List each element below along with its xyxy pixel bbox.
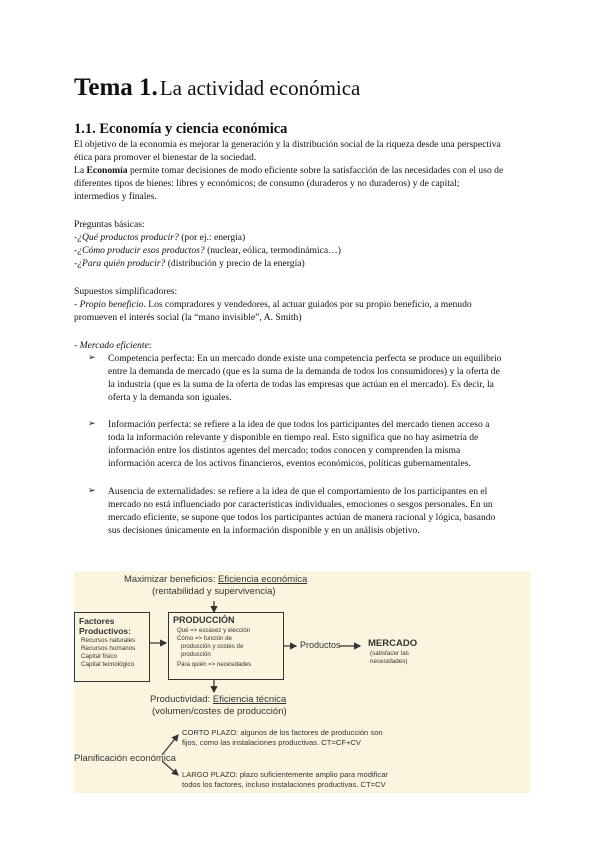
question-text: -¿Para quién producir? (74, 258, 166, 269)
bullet-arrow-icon: ➢ (88, 418, 96, 428)
productivity-label (150, 694, 286, 705)
bullet-arrow-icon: ➢ (88, 485, 96, 495)
factors-box (74, 612, 150, 682)
short-term-text: fijos, como las instalaciones productivas. CT=CF+CV (182, 738, 361, 747)
technical-efficiency: Eficiencia técnica (212, 694, 287, 705)
short-term-text: CORTO PLAZO: algunos de los factores de producción son (182, 728, 383, 737)
assumption-item: promueven el interés social (la “mano invisible”, A. Smith) (74, 312, 302, 323)
economy-diagram (74, 571, 530, 793)
maximize-label (124, 574, 307, 585)
question-item (74, 244, 341, 257)
productivity-text: Productividad: (150, 694, 213, 705)
question-note: (distribución y precio de la energía) (165, 258, 305, 269)
market-colon: : (148, 340, 152, 351)
question-text: -¿Cómo producir esos productos? (74, 245, 205, 256)
assumption-dash: - (74, 299, 80, 310)
factor-item: Capital físico (81, 653, 118, 660)
maximize-text: Maximizar beneficios: (124, 574, 218, 585)
bullet-line: toda la información relevante y disponible en tiempo real. Esto significa que no hay asimetría de (108, 432, 479, 443)
intro-line: El objetivo de la economía es mejorar la generación y la distribución social de la riqueza desde una perspectiva (74, 139, 501, 150)
bullet-line: mercado no está influenciado por características individuales, emociones o sesgos personales. En un (108, 499, 493, 510)
productivity-sub: (volumen/costes de producción) (152, 706, 287, 717)
arrow-short-term (162, 735, 178, 755)
market-heading (74, 339, 151, 352)
question-note: (por ej.: energía) (178, 232, 246, 243)
production-item: producción (181, 651, 211, 658)
factor-item: Capital tecnológico (81, 661, 135, 668)
assumptions-heading: Supuestos simplificadores: (74, 286, 178, 297)
bullet-line: mercado eficiente, se supone que todos los participantes actúan de manera racional y lógica, basando (108, 512, 496, 523)
bullet-line: Competencia perfecta: En un mercado donde existe una competencia perfecta se produce un equilibrio (108, 353, 502, 364)
assumption-text: . Los compradores y vendedores, al actuar guiados por su propio beneficio, a menudo (143, 299, 472, 310)
market-sub: necesidades) (370, 658, 408, 665)
intro-line: ética para promover el bienestar de la sociedad. (74, 152, 257, 163)
bullet-line: la industria (que es la suma de la oferta de todas las empresas que actúan en el mercado). Es decir, la (108, 379, 494, 390)
factors-title: Factores (79, 616, 115, 626)
maximize-sub: (rentabilidad y supervivencia) (152, 586, 276, 597)
economic-efficiency: Eficiencia económica (217, 574, 308, 585)
production-item: Cómo => función de (177, 635, 232, 642)
title-text: La actividad económica (159, 76, 361, 100)
questions-heading: Preguntas básicas: (74, 219, 145, 230)
production-title: PRODUCCIÓN (173, 615, 235, 625)
question-text: -¿Qué productos producir? (74, 232, 179, 243)
question-item (74, 257, 305, 270)
bullet-line: oferta y la demanda son iguales. (108, 392, 232, 403)
products-label: Productos (300, 640, 341, 650)
page-title (74, 74, 360, 102)
production-item: producción y costes de (181, 643, 244, 650)
intro-line (74, 164, 503, 177)
intro-line: diferentes tipos de bienes: libres y económicos; de consumo (duraderos y no duraderos) y de capital; (74, 178, 460, 189)
section-heading: 1.1. Economía y ciencia económica (74, 121, 288, 137)
question-item (74, 231, 245, 244)
bullet-line: sus decisiones únicamente en la información disponible y en un análisis objetivo. (108, 525, 420, 536)
bullet-line: entre la demanda de mercado (que es la suma de la demanda de todos los consumidores) y la oferta de (108, 366, 500, 377)
long-term-text: todos los factores, incluso instalaciones productivas. CT=CV (182, 780, 386, 789)
bullet-line: Ausencia de externalidades: se refiere a la idea de que el comportamiento de los participantes en el (108, 486, 488, 497)
factor-item: Recursos naturales (81, 637, 136, 644)
market-sub: (satisfacer las (370, 650, 409, 657)
factor-item: Recursos humanos (81, 645, 136, 652)
production-box (168, 612, 284, 680)
bullet-arrow-icon: ➢ (88, 352, 96, 362)
assumption-item (74, 298, 472, 311)
factors-title: Productivos: (79, 626, 131, 636)
title-number: Tema 1. (74, 74, 158, 101)
bullet-line: Información perfecta: se refiere a la idea de que todos los participantes del mercado tienen acceso a (108, 419, 490, 430)
intro-line: intermedios y finales. (74, 191, 157, 202)
assumption-term: Propio beneficio (79, 299, 144, 310)
bullet-line: información entre los distintos agentes del mercado; todos conocen y comprenden la misma (108, 445, 461, 456)
question-note: (nuclear, eólica, termodinámica…) (204, 245, 341, 256)
production-item: Para quién => necesidades (177, 661, 252, 668)
intro-text: permite tomar decisiones de modo eficiente sobre la satisfacción de las necesidades con el uso de (127, 165, 504, 176)
planning-label: Planificación económica (74, 753, 176, 764)
long-term-text: LARGO PLAZO: plazo suficientemente amplio para modificar (182, 770, 388, 779)
bullet-line: información acerca de los activos financieros, eventos económicos, políticas gubernamentales. (108, 458, 471, 469)
market-title: MERCADO (368, 638, 418, 649)
production-item: Qué => escasez y elección (177, 627, 251, 634)
intro-bold: Economía (86, 165, 128, 176)
market-term: - Mercado eficiente (74, 340, 149, 351)
intro-text: La (74, 165, 87, 176)
